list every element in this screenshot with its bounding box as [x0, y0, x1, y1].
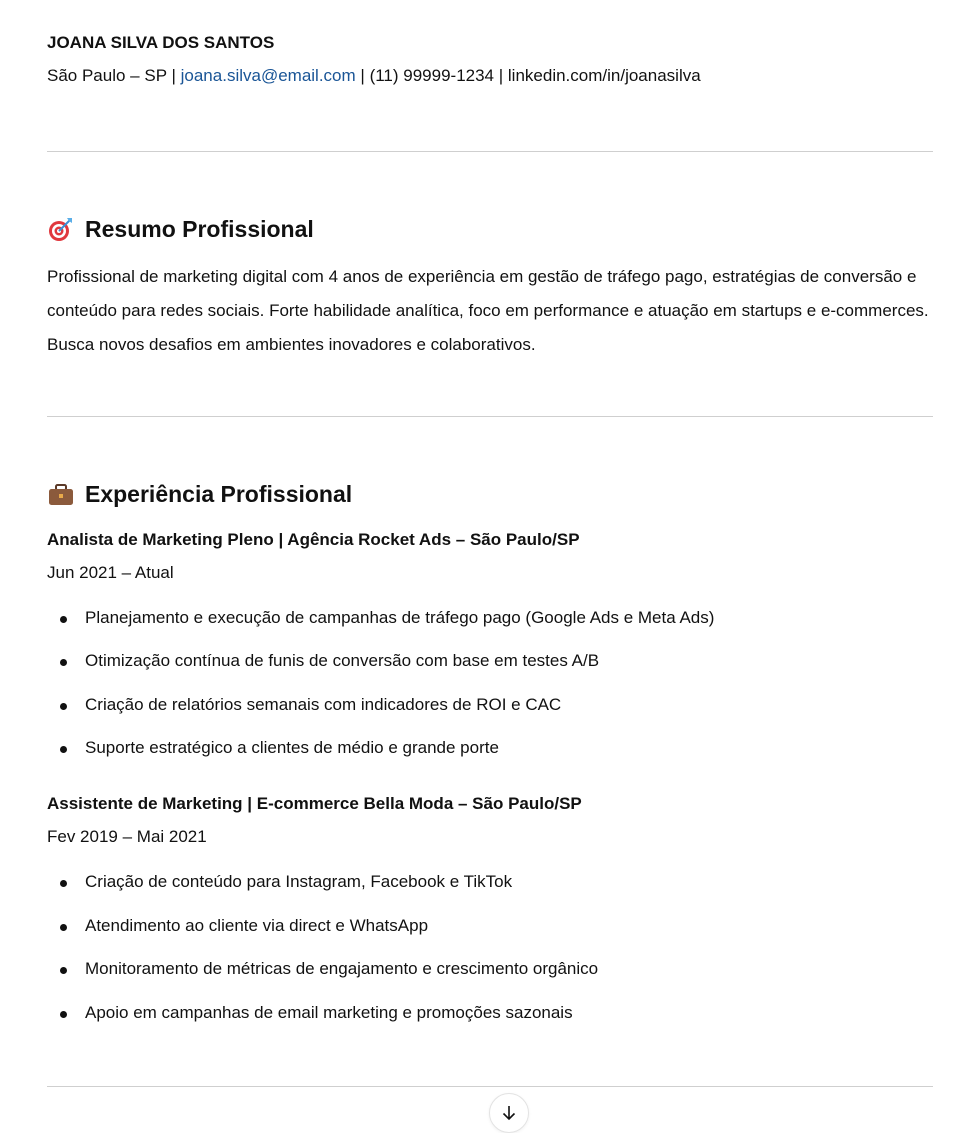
briefcase-icon	[47, 480, 75, 508]
location: São Paulo – SP	[47, 66, 167, 85]
job-dates: Fev 2019 – Mai 2021	[47, 827, 207, 846]
section-title: Experiência Profissional	[85, 480, 353, 507]
list-item: Otimização contínua de funis de conversão com base em testes A/B	[85, 651, 600, 670]
divider	[47, 416, 933, 417]
target-icon	[47, 215, 75, 243]
contact-line	[47, 66, 933, 86]
scroll-down-button[interactable]	[489, 1093, 529, 1133]
job-entry	[47, 530, 933, 757]
list-item: Criação de relatórios semanais com indicadores de ROI e CAC	[85, 695, 562, 714]
email-link[interactable]: joana.silva@email.com	[180, 66, 356, 85]
summary-text: Profissional de marketing digital com 4 anos de experiência em gestão de tráfego pago, estratégias de conversão e conteúdo para redes sociais. Forte habilidade analítica, foco em performance e atuação em startups e e-commerces. Busca novos desafios em ambientes inovadores e colaborativos.	[47, 267, 929, 354]
list-item: Planejamento e execução de campanhas de tráfego pago (Google Ads e Meta Ads)	[85, 608, 715, 627]
arrow-down-icon	[500, 1104, 518, 1122]
job-title: Assistente de Marketing | E-commerce Bella Moda – São Paulo/SP	[47, 794, 582, 813]
list-item: Suporte estratégico a clientes de médio e grande porte	[85, 738, 499, 757]
linkedin: linkedin.com/in/joanasilva	[507, 66, 701, 85]
divider	[47, 1086, 933, 1087]
separator: |	[498, 66, 504, 85]
list-item: Atendimento ao cliente via direct e WhatsApp	[85, 916, 429, 935]
job-dates: Jun 2021 – Atual	[47, 563, 174, 582]
separator: |	[171, 66, 176, 85]
divider	[47, 151, 933, 152]
summary-heading	[47, 215, 933, 243]
job-title: Analista de Marketing Pleno | Agência Rocket Ads – São Paulo/SP	[47, 530, 580, 549]
candidate-name: JOANA SILVA DOS SANTOS	[47, 33, 275, 52]
separator: |	[360, 66, 365, 85]
phone: (11) 99999-1234	[369, 66, 495, 85]
experience-heading	[47, 480, 933, 508]
list-item: Apoio em campanhas de email marketing e promoções sazonais	[85, 1003, 573, 1022]
job-entry	[47, 794, 933, 1022]
list-item: Monitoramento de métricas de engajamento e crescimento orgânico	[85, 959, 599, 978]
section-title: Resumo Profissional	[85, 215, 314, 242]
list-item: Criação de conteúdo para Instagram, Facebook e TikTok	[85, 872, 513, 891]
